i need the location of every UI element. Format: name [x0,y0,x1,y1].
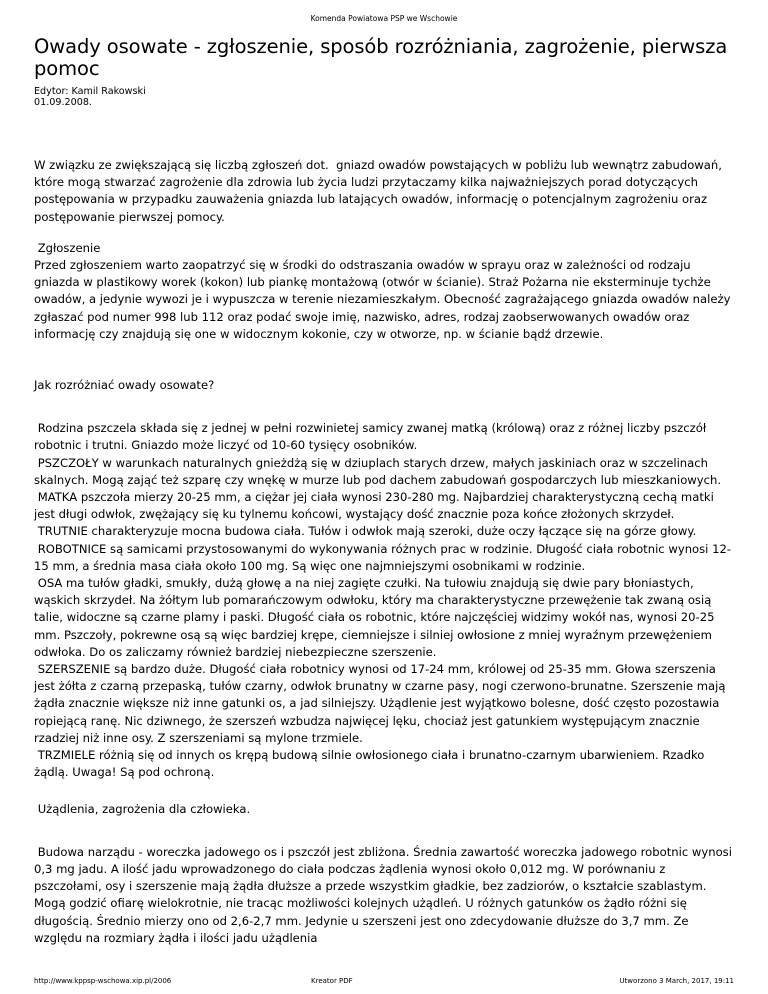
identify-paragraph: PSZCZOŁY w warunkach naturalnych gnieżdżą się w dziuplach starych drzew, małych jaskiniach oraz w szczelinach skalnych. Mogą zająć też szparę czy wnękę w murze lub pod dachem zabudowań gospodarczych lub mieszkaniowych. [34,455,722,487]
intro-paragraph: W związku ze zwiększającą się liczbą zgłoszeń dot. gniazd owadów powstających w pobliżu lub wewnątrz zabudowań, które mogą stwarzać zagrożenie dla zdrowia lub życia ludzi przytaczamy kilka najważniejszych porad dotyczących postępowania w przypadku zauważenia gniazda lub latających owadów, informację o potencjalnym zagrożeniu oraz postępowanie pierwszej pomocy. [34,158,726,224]
section-heading-stings: Użądlenia, zagrożenia dla człowieka. [34,801,251,816]
identify-paragraph: OSA ma tułów gładki, smukły, dużą głowę a na niej zagięte czułki. Na tułowiu znajdują się dwie pary błoniastych, wąskich skrzydeł. Na żółtym lub pomarańczowym odwłoku, który ma charakterystyczne przewężenie tak zwaną osią talie, widoczne są czarne plamy i paski. Długość ciała os robotnic, które najczęściej widzimy wokół nas, wynosi 20-25 mm. Pszczoły, pokrewne osą są więc bardziej krępe, ciemniejsze i silniej owłosione z mniej wyraźnym przewężeniem odwłoka. Do os zaliczamy również bardziej niebezpieczne szerszenie. [34,576,719,659]
identify-paragraph: TRZMIELE różnią się od innych os krępą budową silnie owłosionego ciała i brunatno-czarnym ubarwieniem. Rzadko żądlą. Uwaga! Są pod ochroną. [34,748,709,780]
page-footer [0,977,768,989]
section-heading-report: Zgłoszenie [34,240,101,255]
editor-line: Edytor: Kamil Rakowski [34,86,146,97]
identify-paragraph: ROBOTNICE są samicami przystosowanymi do wykonywania różnych prac w rodzinie. Długość ciała robotnic wynosi 12-15 mm, a średnia masa ciała około 100 mg. Są więc one najmniejszymi osobnikami w rodzinie. [34,541,732,573]
footer-url: http://www.kppsp-wschowa.xip.pl/2006 [34,977,172,985]
page-header: Komenda Powiatowa PSP we Wschowie [310,14,458,23]
document-meta [34,86,146,108]
identify-paragraph: MATKA pszczoła mierzy 20-25 mm, a ciężar jej ciała wynosi 230-280 mg. Najbardziej charakterystyczną cechą matki jest długi odwłok, zwężający się ku tylnemu końcowi, wystający dość znacznie poza końce złożonych skrzydeł. [34,490,718,522]
identify-paragraph: SZERSZENIE są bardzo duże. Długość ciała robotnicy wynosi od 17-24 mm, królowej od 25-35 mm. Głowa szerszenia jest żółta z czarną przepaską, tułów czarny, odwłok brunatny w czarne pasy, nogi czerwono-brunatne. Szerszenie mają żądła znacznie większe niż inne gatunki os, a jad silniejszy. Użądlenie jest wyjątkowo bolesne, dość często pozostawia ropiejącą ranę. Nic dziwnego, że szerszeń wzbudza najwięcej lęku, chociaż jest gatunkiem występującym znacznie rzadziej niż inne osy. Z szerszeniami są mylone trzmiele. [34,662,730,745]
footer-created-date: Utworzono 3 March, 2017, 19:11 [619,977,734,985]
document-title: Owady osowate - zgłoszenie, sposób rozróżniania, zagrożenie, pierwsza pomoc [34,35,728,80]
identify-paragraph: TRUTNIE charakteryzuje mocna budowa ciała. Tułów i odwłok mają szeroki, duże oczy łączące się na górze głowy. [34,524,697,539]
date-line: 01.09.2008. [34,97,92,108]
section-heading-identify: Jak rozróżniać owady osowate? [34,378,215,393]
article-body [34,157,734,947]
stings-paragraph: Budowa narządu - woreczka jadowego os i pszczół jest zbliżona. Średnia zawartość woreczka jadowego robotnic wynosi 0,3 mg jadu. A ilość jadu wprowadzonego do ciała podczas żądlenia wynosi około 0,012 mg. W porównaniu z pszczołami, osy i szerszenie mają żądła dłuższe a przede wszystkim gładkie, bez zadziorów, o kształcie szablastym. Mogą godzić ofiarę wielokrotnie, nie tracąc możliwości kolejnych użądleń. U różnych gatunków os żądło różni się długością. Średnio mierzy ono od 2,6-2,7 mm. Jedynie u szerszeni jest ono zdecydowanie dłuższe do 3,7 mm. Ze względu na rozmiary żądła i ilości jadu użądlenia [34,844,736,945]
report-paragraph: Przed zgłoszeniem warto zaopatrzyć się w środki do odstraszania owadów w sprayu oraz w zależności od rodzaju gniazda w plastikowy worek (kokon) lub piankę montażową (otwór w ścianie). Straż Pożarna nie eksterminuje tychże owadów, a jedynie wywozi je i wypuszcza w terenie niezamieszkałym. Obecność zagrażającego gniazda owadów należy zgłaszać pod numer 998 lub 112 oraz podać swoje imię, nazwisko, adres, rodzaj zaobserwowanych owadów oraz informację czy znajdują się one w widocznym kokonie, czy w otworze, np. w ścianie bądź drzewie. [34,258,735,341]
footer-creator: Kreator PDF [311,977,353,985]
identify-paragraph: Rodzina pszczela składa się z jednej w pełni rozwinietej samicy zwanej matką (królową) oraz z różnej liczby pszczół robotnic i trutni. Gniazdo może liczyć od 10-60 tysięcy osobników. [34,421,710,453]
